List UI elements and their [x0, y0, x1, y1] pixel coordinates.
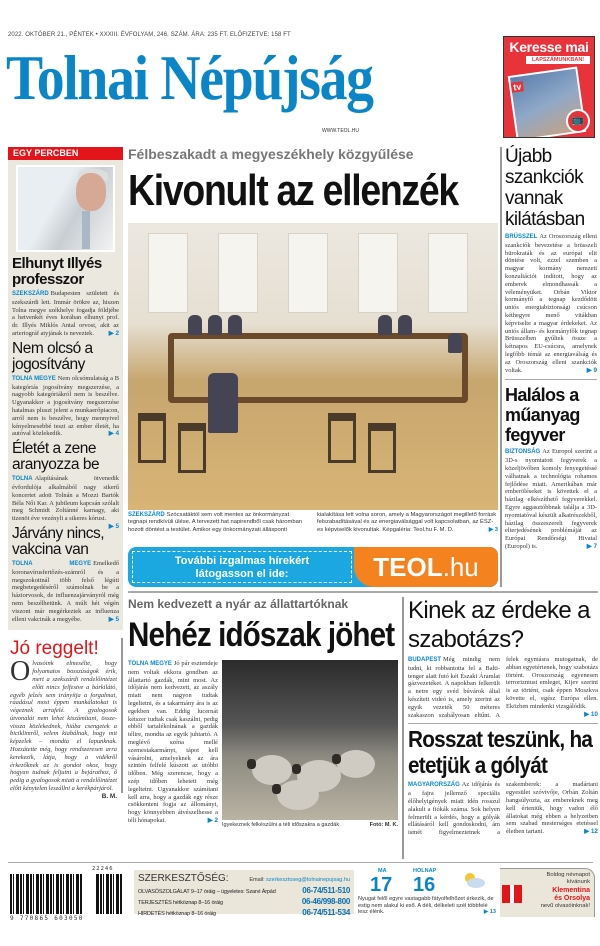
magazine-logo: tv — [512, 81, 523, 93]
lead-caption — [128, 512, 498, 534]
news-text: Az Europol szerint a 3D-s nyomtatott fegyverek a közeljövőben komoly fenyegetéssé válhatnak a technológia rohamos fejlődése miatt. Amerikában már emberöléseket is követtek el a házilag elkészíthető fegyverekkel. Egyre aggasztóbbnak találja a 3D-nyomtatóval készült alkatrészekből, házilag összeszerelt fegyverek elterjedésének problémáját az Európai Rendőrségi Hivatal (Europol) is. — [505, 448, 597, 550]
nameday-box — [500, 868, 595, 917]
banner-line: További izgalmas hírekért — [174, 555, 310, 567]
partly-cloudy-icon — [461, 871, 485, 889]
lead-headline[interactable]: Kivonult az ellenzék — [128, 166, 458, 215]
weather-box — [358, 868, 496, 916]
brief-title: Életét a zene aranyozza be — [12, 440, 100, 474]
phone: 06-74/511-510 — [302, 886, 350, 895]
story-headline[interactable]: Nehéz időszak jöhet — [128, 616, 395, 654]
issue-code: 22246 — [92, 866, 114, 872]
today-label: MA — [378, 868, 387, 874]
gift-icon — [502, 885, 522, 903]
caption-text: Szócsatáktól sem volt mentes az önkormányzat tegnapi rendkívüli ülése. A tervezett hat napirendből csak háromban hozott döntést a testület. Amikor egy önkormányzati állásponti kialakítása lett volna soron, amely a Magyarországot megillető forrásk felszabadításával és az energiaválsággal volt kapcsolatban, az ÉSZ-es képviselők kivonultak. Képgaléria: Teol.hu F. M. D. — [128, 512, 497, 533]
brief-item[interactable] — [8, 440, 123, 530]
brief-text: Budapesten született és szekszárdi lett. Immár örökre az, hiszen Tolna megye székhelye fogadja földjébe a hetvenkét éves korában elhunyt prof. dr. Illyés Miklós Antal orvost, akit az arteriográf atyjának is neveztek. — [12, 290, 119, 337]
phone: 06-46/998-800 — [301, 897, 350, 906]
page-ref[interactable]: ▶ 2 — [108, 329, 119, 337]
page-ref[interactable]: ▶ 13 — [483, 909, 496, 916]
brief-location: TOLNA MEGYE — [12, 560, 92, 567]
photo-credit: Fotó: M. K. — [369, 822, 398, 828]
page-ref[interactable]: ▶ 12 — [584, 828, 598, 836]
teol-banner[interactable] — [128, 547, 498, 587]
barcode-number: 9 770865 603050 — [10, 915, 84, 922]
brief-title: Elhunyt Illyés professzor — [12, 255, 102, 288]
drop-cap: O — [10, 656, 31, 688]
news-title: Halálos a műanyag fegyver — [505, 385, 580, 446]
caption-location: SZEKSZÁRD — [128, 512, 165, 518]
brief-text: Alapításának ötvenedik évfordulója alkalmából nagy sikerű koncertet adott Tolnán a Mozzi Bartók Béla Női Kar. A jubileum kapcsán szólalt meg Schmidt Zoltánné karnagy, aki tizenöt éve vezényli a sikeres kórust. — [12, 475, 119, 523]
column-signature: B. M. — [101, 792, 117, 800]
story-text: Jó pár esztendeje nem voltak ekkora gondban az állattartó gazdák, mint most. Az időjárás nem kedvezett, az aszály miatt nem nagyon tudtak legeltetni, és a takarmány ára is az egekben van. Eddig lucernát kétszer tudtak csak kaszálni, pedig ebből tartalékolnának a gazdák télire, mondta az egyik juhtartó. A meglévő széna mellé szemestakarmányt, tápot kell vásárolni, amelyeknek az ára szintén felfelé kúszott az utóbbi időben. Még szerencse, hogy a szép időben lehetett még legeltetni. Ugyanakkor számítani kell arra, hogy a gazdák egy része csökkenteni fogja az állományt, hogy könnyebben átvészelhesse a téli hónapokat. — [128, 660, 219, 824]
nameday-names: Klementina — [552, 886, 590, 894]
divider — [505, 379, 597, 380]
brief-item[interactable] — [8, 526, 123, 623]
brief-item[interactable] — [8, 341, 123, 438]
divider — [408, 723, 598, 724]
news-location: BIZTONSÁG — [505, 449, 541, 456]
story-text: Még mindig nem tudni, ki robbantotta fel a Balti-tenger alatt futó két Északi Áramlat gázvezetéket. A napokban felkerült a netre egy svéd búvárok által készített videó is, amely szerint az egyik vezeték 50 méteres szakaszon szabályosan eltűnt. A felek egymásra mutogatnak, de abban egyetértenek, hogy szabotázs történt. Oroszország egyenesen terrorizmust emleget, Kijev szerint is az történt, csak éppen Moszkva követte el, egész Európa ellen. Eközben mindenki vizsgálódik. — [408, 656, 598, 719]
brief-location: TOLNA — [12, 476, 33, 483]
brief-title: Nem olcsó a jogosítvány — [12, 339, 93, 373]
barcode — [10, 874, 122, 914]
phone: 06-74/511-534 — [302, 908, 350, 917]
column-text: lvasóink elmesélte, hogy folyamatos bosszúságok érik, mert a szekszárdi rendelőintézet előtt nincs felfestve a bárkilátó, egyéb jelzés sem irányítja a forgalmat, ráadásul most éppen munkálatokat is végeznek arrafelé. A gyalogosok útvonalát nem lehet kiszámítani, össze-vissza közlekednek, hiába csengetek a biciklimről, velem kiabálnak, hogy mit képzelek – mondta el lapunknak. Hozzátette még, hogy rendszeresen arra kerekezik, látja, hogy a vidékről érkezőknek az is gondot okoz, hogy hogyan tudnak feljutni a bejárathoz, ő pedig a gyalogosok miatt a rendelőintézet előtt kénytelen leszállni a kerékpárjáról. — [10, 660, 117, 793]
page-ref[interactable]: ▶ 10 — [584, 710, 598, 718]
banner-text — [132, 551, 352, 583]
divider — [128, 591, 598, 593]
story-body — [408, 656, 598, 719]
right-column — [505, 146, 597, 551]
brief-location: SZEKSZÁRD — [12, 291, 49, 297]
weather-text: Nyugat felől egyre vastagabb fátyolfelhőzet érkezik, de estig nem alakul ki eső. A déli, délkeleti szél többfelé lesz élénk. — [358, 896, 494, 916]
tv-magazine-ad[interactable] — [503, 36, 595, 138]
left-sidebar — [8, 147, 123, 801]
council-meeting-photo[interactable] — [128, 223, 498, 510]
nameday-line: kívánunk — [566, 879, 590, 886]
brief-location: TOLNA MEGYE — [12, 375, 56, 382]
teol-logo: TEOL.hu — [354, 547, 498, 587]
ad-headline: Keresse mai — [509, 39, 589, 55]
news-text: Az Oroszország elleni szankciók bevezetése a brüsszeli bürokraták és az európai elit döntése volt, ezzel szemben a magyar kormány nemzeti konzultációt indított, hogy az emberek elmondhassák a véleményüket. Orbán Viktor kormányfő a tegnap kezdődött uniós energiabiztonsági csúcson kéthegyre menő vitákban képviselte a magyar érdekeket. Az uniós állam- és kormányfők tegnap Brüsszelben gyűltek össze a kétnapos EU-csúcsra, amelynek legfőbb témái az energiaválság és az Oroszország elleni szankciók voltak. — [505, 233, 597, 374]
morning-column — [8, 638, 123, 800]
portrait-photo — [16, 165, 115, 252]
brief-item[interactable] — [8, 256, 123, 338]
left-sidebar-box — [8, 147, 123, 630]
masthead-logo: Tolnai Népújság — [6, 42, 373, 113]
caption-text: Igyekeznek felkészülni a téli időszakra a gazdák — [222, 822, 340, 828]
page-ref[interactable]: ▶ 5 — [108, 522, 119, 530]
banner-line: látogasson el ide: — [195, 568, 289, 580]
lower-right-stories — [408, 596, 598, 837]
tv-icon: 📺 — [566, 109, 590, 133]
email-link[interactable]: szerkesztoseg@tolnainepujsag.hu — [266, 877, 350, 883]
story-kicker: Nem kedvezett a nyár az állattartóknak — [128, 597, 349, 611]
editorial-title: SZERKESZTŐSÉG: — [138, 873, 229, 884]
contact-label: TERJESZTÉS hétköznap 8–16 óráig — [138, 900, 223, 906]
contact-label: OLVASÓSZOLGÁLAT 9–17 óráig – ügyeletes: Szarvi Árpád — [138, 889, 276, 895]
footer-divider — [8, 862, 593, 863]
today-temp: 17 — [370, 874, 393, 896]
story-headline[interactable]: Kinek az érdeke a szabotázs? — [408, 597, 590, 653]
email-label: Email: — [249, 877, 265, 883]
news-title: Újabb szankciók vannak kilátásban — [505, 146, 585, 230]
news-location: BRÜSSZEL — [505, 234, 538, 240]
page-ref[interactable]: ▶ 3 — [488, 526, 498, 533]
page-ref[interactable]: ▶ 5 — [108, 615, 119, 623]
brief-title: Járvány nincs, vakcina van — [12, 524, 105, 558]
nameday-line: Boldog névnapot — [546, 872, 590, 878]
nameday-names: és Orsolya — [554, 894, 590, 902]
story-text: Az időjárás és a fajra jellemző speciális élőhelyigények miatt idén rosszul alakult a fiókák száma. Sok helyen felmerült a kérdés, hogy a gólyák ellátásáról kell gondoskodni, ám ismét figyelmeztetnek a szakemberek: a madártani egyesület szóvivője, Orbán Zoltán hangsúlyozta, az embereknek meg kell érteniük, hogy vadon élő állatokat még ebben a helyzetben sem szabad mesterséges etetéssel életben tartani. — [408, 781, 598, 837]
story-body — [128, 660, 218, 825]
story-location: TOLNA MEGYE — [128, 661, 172, 667]
column-divider — [500, 147, 502, 587]
news-item[interactable] — [505, 385, 597, 550]
tomorrow-label: HOLNAP — [413, 868, 437, 874]
dateline: 2022. OKTÓBER 21., PÉNTEK • XXXIII. ÉVFOLYAM, 246. SZÁM. ÁRA: 235 FT. ELŐFIZETVE: 158 FT — [8, 32, 291, 38]
lead-kicker: Félbeszakadt a megyeszékhely közgyűlése — [128, 146, 414, 162]
contact-label: HIRDETÉS hétköznap 8–16 óráig — [138, 911, 216, 917]
story-location: MAGYARORSZÁG — [408, 782, 460, 789]
news-item[interactable] — [505, 146, 597, 374]
nameday-line: nevű olvasóinknak! — [540, 902, 590, 909]
page-ref[interactable]: ▶ 9 — [586, 366, 597, 374]
story-body — [408, 781, 598, 837]
brief-text: Emelkedő koronavírusfertőzés-számról és a megszokottnál több felső légúti megbetegedéséről számolnak be a háziorvosok, de influenzajárványról még nem beszélhetünk. A múlt hét végén viszont már megérkeztek az influenza elleni vakcinák a megyébe. — [12, 559, 119, 623]
site-url[interactable]: WWW.TEOL.HU — [322, 128, 359, 134]
column-divider — [402, 597, 404, 859]
story-location: BUDAPEST — [408, 657, 442, 663]
brief-text: Nem olcsómulatság a B kategóriás jogosítvány megszerzése, a nagyobb kategóriákról nem is beszélve. Ugyanakkor a jogosítvány megszerzése hatalmas pluszt jelent a munkaerőpiacon, arról nem is beszélve, hogy mennyivel kényelmesebbé teszi az ember életét, ha autóval közlekedik. — [12, 374, 119, 438]
photo-caption — [222, 822, 398, 829]
tomorrow-temp: 16 — [413, 874, 436, 896]
page-ref[interactable]: ▶ 4 — [108, 430, 119, 438]
story-headline[interactable]: Rosszat teszünk, ha etetjük a gólyát — [408, 726, 593, 779]
column-title: Jó reggelt! — [10, 638, 99, 660]
ad-subline: LAPSZÁMUNKBAN! — [526, 56, 590, 64]
editorial-contacts — [134, 870, 354, 917]
sheep-barn-photo[interactable] — [222, 660, 398, 820]
column-body — [10, 656, 117, 800]
page-ref[interactable]: ▶ 7 — [586, 542, 597, 550]
section-label: EGY PERCBEN — [8, 147, 123, 160]
page-ref[interactable]: ▶ 2 — [207, 816, 218, 824]
